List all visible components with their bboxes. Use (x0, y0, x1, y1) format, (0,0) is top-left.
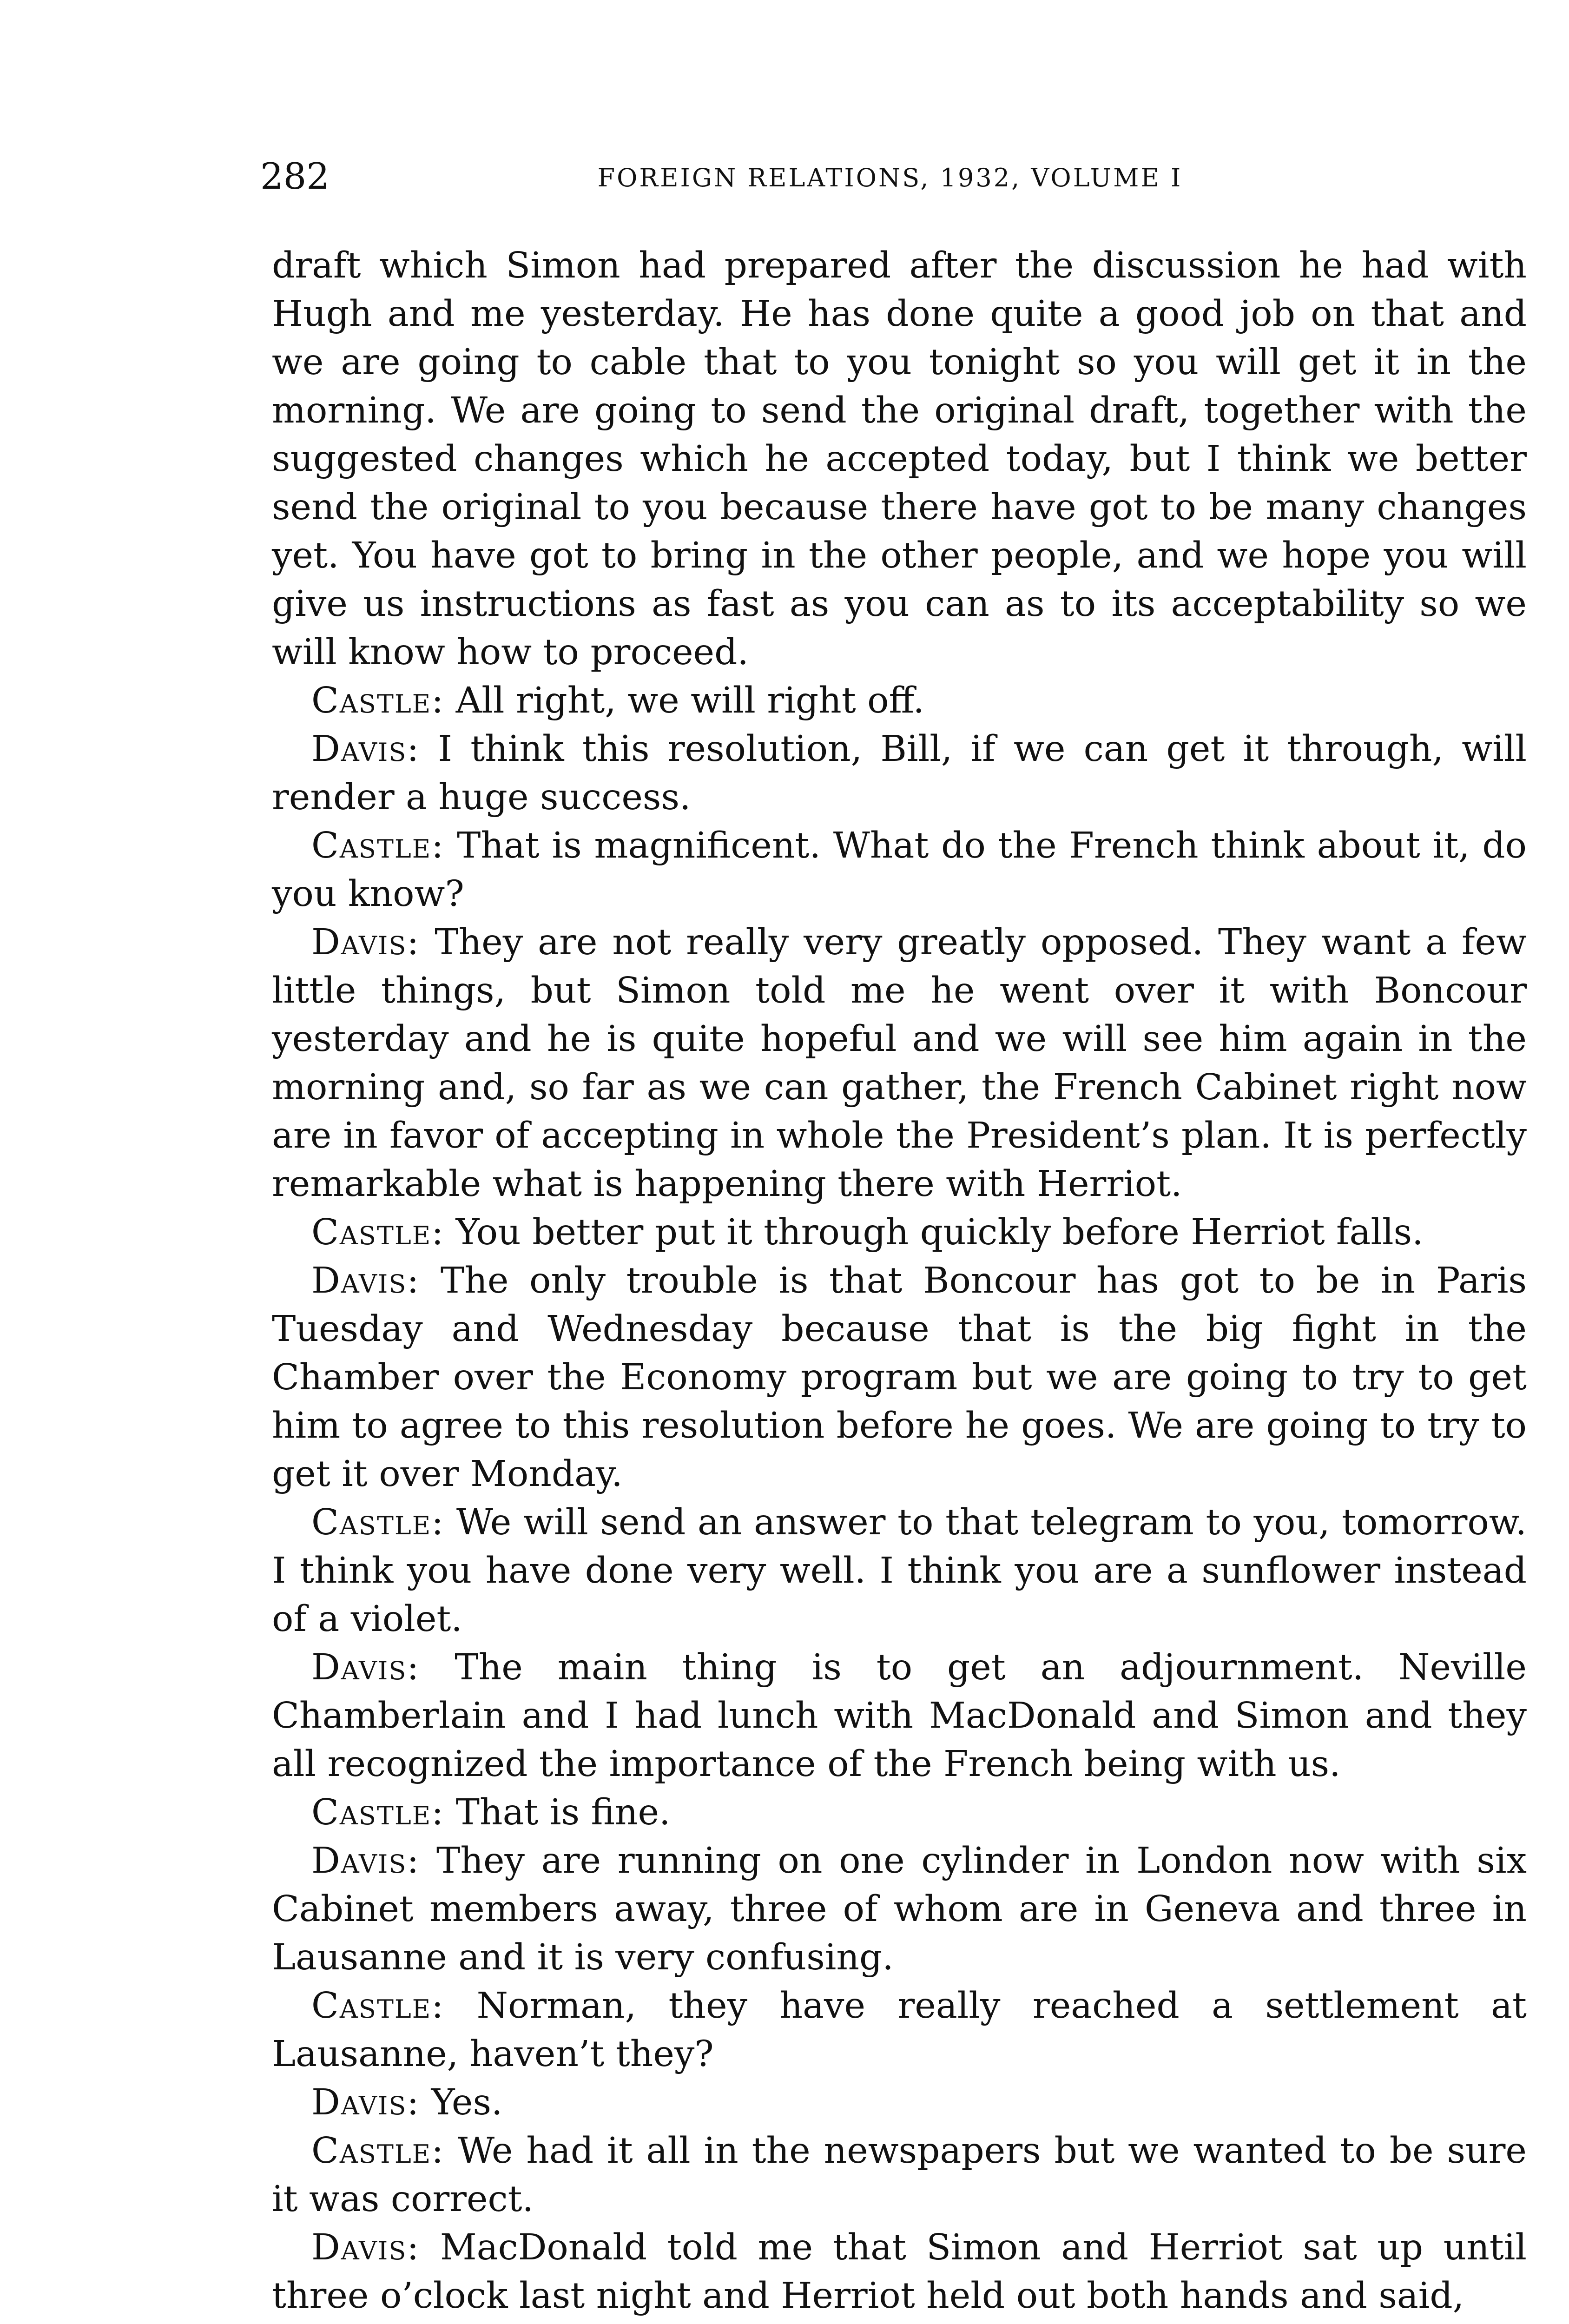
paragraph (272, 677, 1527, 725)
paragraph (272, 2079, 1527, 2127)
paragraph-text: MacDonald told me that Simon and Herriot sat up until three o’clock last night and Herriot held out both hands and said, (272, 2227, 1527, 2317)
paragraph-text: They are not really very greatly opposed. They want a few little things, but Simon told me he went over it with Boncour yesterday and he is quite hopeful and we will see him again in the morning and, so far as we can gather, the French Cabinet right now are in favor of accepting in whole the President’s plan. It is perfectly remarkable what is happening there with Herriot. (272, 922, 1527, 1205)
paragraph-text: That is magnificent. What do the French think about it, do you know? (272, 825, 1527, 915)
paragraph (272, 1208, 1527, 1257)
paragraph (272, 1257, 1527, 1499)
running-head: FOREIGN RELATIONS, 1932, VOLUME I (597, 163, 1183, 192)
paragraph-text: Norman, they have really reached a settlement at Lausanne, haven’t they? (272, 1985, 1527, 2075)
paragraph-text: They are running on one cylinder in London now with six Cabinet members away, three of whom are in Geneva and three in Lausanne and it is very confusing. (272, 1840, 1527, 1978)
speaker-name: Davis: (311, 2227, 420, 2268)
paragraph (272, 1837, 1527, 1982)
page-number: 282 (260, 156, 330, 198)
paragraph-text: All right, we will right off. (455, 680, 924, 721)
paragraph-text: Yes. (431, 2082, 503, 2123)
speaker-name: Castle: (311, 680, 445, 721)
paragraph (272, 1789, 1527, 1837)
paragraph-text: I think this resolution, Bill, if we can get it through, will render a huge success. (272, 728, 1527, 818)
paragraph (272, 1499, 1527, 1644)
paragraph-text: That is fine. (455, 1792, 671, 1833)
speaker-name: Davis: (311, 1260, 420, 1301)
speaker-name: Castle: (311, 1502, 445, 1543)
speaker-name: Castle: (311, 1985, 445, 2027)
paragraph-text: We had it all in the newspapers but we wanted to be sure it was correct. (272, 2130, 1527, 2220)
paragraph-text: draft which Simon had prepared after the discussion he had with Hugh and me yesterday. He has done quite a good job on that and we are going to cable that to you tonight so you will get it in the morning. We are going to send the original draft, together with the suggested changes which he accepted today, but I think we better send the original to you because there have got to be many changes yet. You have got to bring in the other people, and we hope you will give us instructions as fast as you can as to its acceptability so we will know how to proceed. (272, 245, 1527, 673)
paragraph (272, 725, 1527, 822)
paragraph-text: You better put it through quickly before Herriot falls. (455, 1212, 1424, 1253)
paragraph-text: The only trouble is that Boncour has got to be in Paris Tuesday and Wednesday because that is the big fight in the Chamber over the Economy program but we are going to try to get him to agree to this resolution before he goes. We are going to try to get it over Monday. (272, 1260, 1527, 1495)
paragraph (272, 1982, 1527, 2079)
paragraph (272, 2224, 1527, 2320)
speaker-name: Castle: (311, 825, 445, 866)
speaker-name: Castle: (311, 1212, 445, 1253)
paragraph-text: We will send an answer to that telegram to you, tomorrow. I think you have done very well. I think you are a sunflower instead of a violet. (272, 1502, 1527, 1640)
speaker-name: Castle: (311, 2130, 445, 2172)
page-header (260, 153, 1520, 205)
speaker-name: Davis: (311, 728, 420, 770)
paragraph (272, 242, 1527, 677)
speaker-name: Davis: (311, 2082, 420, 2123)
speaker-name: Davis: (311, 922, 420, 963)
speaker-name: Davis: (311, 1840, 420, 1882)
paragraph (272, 918, 1527, 1208)
body-text (272, 242, 1527, 2320)
paragraph (272, 822, 1527, 918)
paragraph (272, 1644, 1527, 1789)
paragraph (272, 2127, 1527, 2224)
speaker-name: Castle: (311, 1792, 445, 1833)
speaker-name: Davis: (311, 1647, 420, 1688)
paragraph-text: The main thing is to get an adjournment. Neville Chamberlain and I had lunch with MacDonald and Simon and they all recognized the importance of the French being with us. (272, 1647, 1527, 1785)
